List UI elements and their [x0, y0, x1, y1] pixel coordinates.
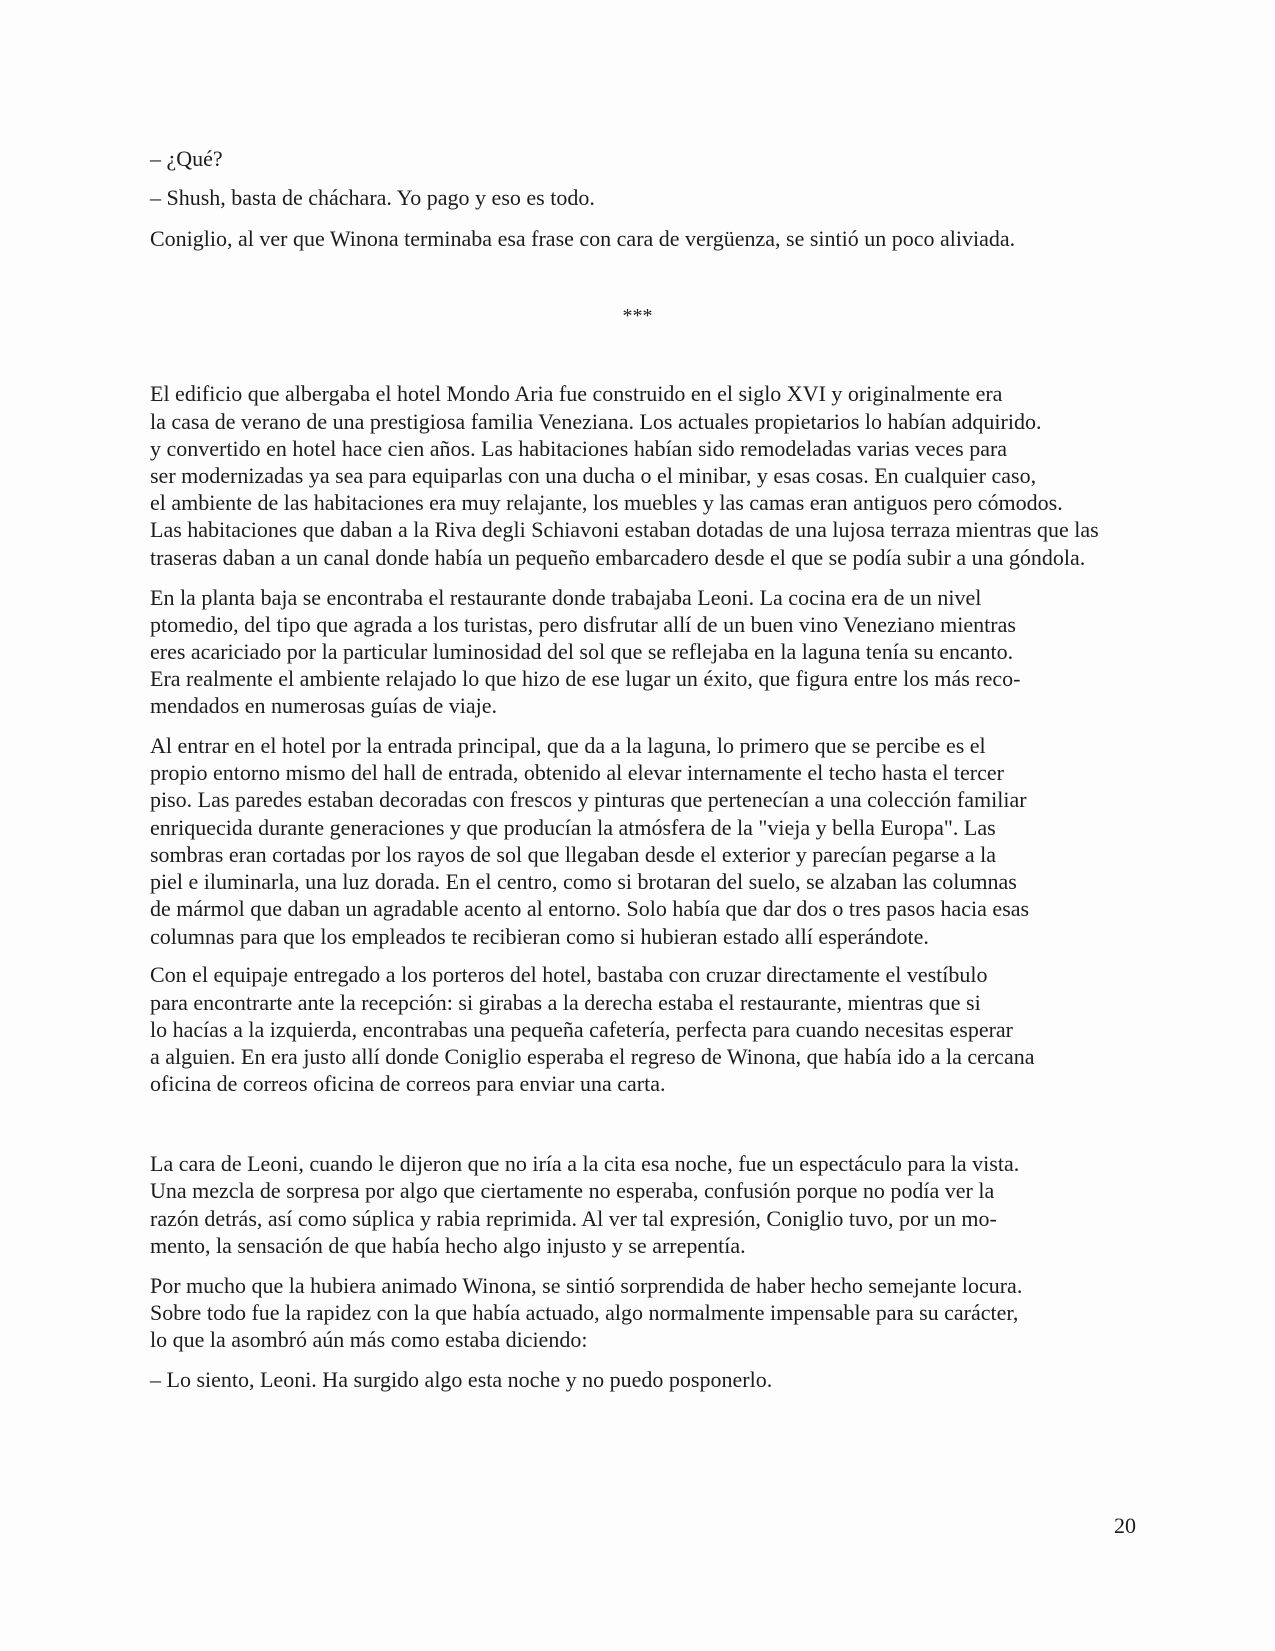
- paragraph-5-line: La cara de Leoni, cuando le dijeron que no iría a la cita esa noche, fue un espectáculo para la vista.: [150, 1151, 1020, 1176]
- paragraph-1-line: la casa de verano de una prestigiosa familia Veneziana. Los actuales propietarios lo habían adquirido.: [150, 409, 1042, 434]
- paragraph-2-line: eres acariciado por la particular luminosidad del sol que se reflejaba en la laguna tenía su encanto.: [150, 639, 1014, 664]
- paragraph-3-line: piso. Las paredes estaban decoradas con frescos y pinturas que pertenecían a una colección familiar: [150, 787, 1027, 812]
- paragraph-2-line: mendados en numerosas guías de viaje.: [150, 693, 498, 718]
- page-number: 20: [1114, 1513, 1136, 1538]
- paragraph-6-line: Por mucho que la hubiera animado Winona, se sintió sorprendida de haber hecho semejante locura.: [150, 1273, 1023, 1298]
- paragraph-6-line: Sobre todo fue la rapidez con la que había actuado, algo normalmente impensable para su carácter,: [150, 1300, 1019, 1325]
- paragraph-3-line: propio entorno mismo del hall de entrada, obtenido al elevar internamente el techo hasta el tercer: [150, 760, 1004, 785]
- paragraph-5-line: Una mezcla de sorpresa por algo que ciertamente no esperaba, confusión porque no podía ver la: [150, 1178, 995, 1203]
- paragraph-intro: Coniglio, al ver que Winona terminaba esa frase con cara de vergüenza, se sintió un poco aliviada.: [150, 226, 1016, 251]
- paragraph-6-line: lo que la asombró aún más como estaba diciendo:: [150, 1327, 588, 1352]
- paragraph-1-line: el ambiente de las habitaciones era muy relajante, los muebles y las camas eran antiguos pero cómodos.: [150, 490, 1063, 515]
- paragraph-5-line: mento, la sensación de que había hecho algo injusto y se arrepentía.: [150, 1233, 746, 1258]
- dialogue-line: – ¿Qué?: [150, 146, 223, 171]
- paragraph-3-line: piel e iluminarla, una luz dorada. En el centro, como si brotaran del suelo, se alzaban las columnas: [150, 869, 1017, 894]
- paragraph-3-line: de mármol que daban un agradable acento al entorno. Solo había que dar dos o tres pasos hacia esas: [150, 896, 1030, 921]
- paragraph-4-line: a alguien. En era justo allí donde Coniglio esperaba el regreso de Winona, que había ido a la cercana: [150, 1044, 1035, 1069]
- dialogue-line: – Lo siento, Leoni. Ha surgido algo esta noche y no puedo posponerlo.: [150, 1367, 773, 1392]
- scene-separator: ***: [622, 305, 653, 327]
- paragraph-1-line: El edificio que albergaba el hotel Mondo Aria fue construido en el siglo XVI y originalmente era: [150, 381, 1003, 406]
- dialogue-line: – Shush, basta de cháchara. Yo pago y eso es todo.: [150, 185, 595, 210]
- paragraph-3-line: Al entrar en el hotel por la entrada principal, que da a la laguna, lo primero que se percibe es el: [150, 733, 986, 758]
- paragraph-4-line: oficina de correos oficina de correos para enviar una carta.: [150, 1071, 666, 1096]
- paragraph-3-line: sombras eran cortadas por los rayos de sol que llegaban desde el exterior y parecían pegarse a la: [150, 842, 997, 867]
- paragraph-4-line: Con el equipaje entregado a los porteros del hotel, bastaba con cruzar directamente el vestíbulo: [150, 962, 988, 987]
- paragraph-4-line: para encontrarte ante la recepción: si girabas a la derecha estaba el restaurante, mientras que si: [150, 990, 981, 1015]
- paragraph-3-line: enriquecida durante generaciones y que producían la atmósfera de la "vieja y bella Europa". Las: [150, 815, 996, 840]
- paragraph-1-line: ser modernizadas ya sea para equiparlas con una ducha o el minibar, y esas cosas. En cualquier caso,: [150, 463, 1037, 488]
- paragraph-2-line: ptomedio, del tipo que agrada a los turistas, pero disfrutar allí de un buen vino Veneziano mientras: [150, 612, 1016, 637]
- paragraph-5-line: razón detrás, así como súplica y rabia reprimida. Al ver tal expresión, Coniglio tuvo, por un mo-: [150, 1206, 997, 1231]
- paragraph-2-line: En la planta baja se encontraba el restaurante donde trabajaba Leoni. La cocina era de un nivel: [150, 585, 982, 610]
- paragraph-2-line: Era realmente el ambiente relajado lo que hizo de ese lugar un éxito, que figura entre los más reco-: [150, 666, 1021, 691]
- paragraph-3-line: columnas para que los empleados te recibieran como si hubieran estado allí esperándote.: [150, 924, 929, 949]
- paragraph-1-line: traseras daban a un canal donde había un pequeño embarcadero desde el que se podía subir a una góndola.: [150, 545, 1086, 570]
- paragraph-1-line: Las habitaciones que daban a la Riva degli Schiavoni estaban dotadas de una lujosa terraza mientras que las: [150, 517, 1099, 542]
- paragraph-1-line: y convertido en hotel hace cien años. Las habitaciones habían sido remodeladas varias veces para: [150, 436, 1008, 461]
- paragraph-4-line: lo hacías a la izquierda, encontrabas una pequeña cafetería, perfecta para cuando necesitas esperar: [150, 1017, 1014, 1042]
